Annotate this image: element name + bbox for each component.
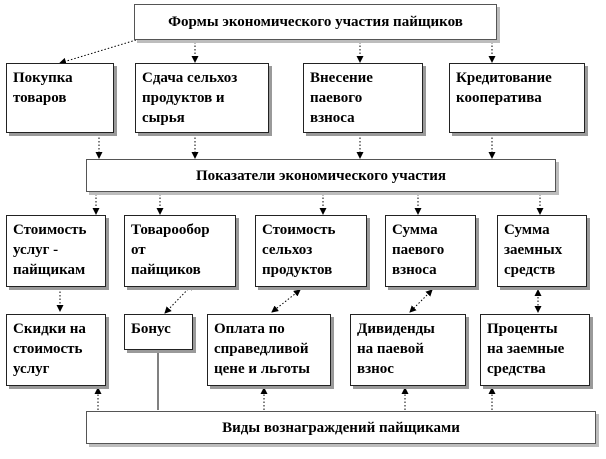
indicator-box-3: Стоимость сельхоз продуктов [255, 215, 367, 287]
link-ind-4-reward-4 [410, 290, 432, 312]
indicator-box-4: Сумма паевого взноса [385, 215, 476, 287]
form-box-1: Покупка товаров [6, 63, 114, 133]
reward-box-1: Скидки на стоимость услуг [6, 314, 106, 386]
form-box-3: Внесение паевого взноса [303, 63, 423, 133]
indicator-box-2: Товарообор от пайщиков [124, 215, 236, 287]
link-ind-2-reward-2 [165, 284, 193, 313]
form-box-2: Сдача сельхоз продуктов и сырья [135, 63, 269, 133]
indicator-box-1: Стоимость услуг - пайщикам [6, 215, 106, 287]
form-box-4: Кредитование кооператива [449, 63, 585, 133]
arrow-title-to-form-1 [60, 40, 136, 63]
reward-box-5: Проценты на заемные средства [480, 314, 590, 386]
indicator-box-5: Сумма заемных средств [497, 215, 587, 287]
reward-box-4: Дивиденды на паевой взнос [350, 314, 466, 386]
top-title-box: Формы экономического участия пайщиков [134, 4, 497, 40]
indicators-title-box: Показатели экономического участия [86, 159, 556, 192]
reward-box-2: Бонус [124, 314, 193, 350]
link-ind-3-reward-3 [272, 290, 300, 312]
rewards-title-box: Виды вознаграждений пайщиками [86, 411, 596, 444]
reward-box-3: Оплата по справедливой цене и льготы [207, 314, 331, 386]
